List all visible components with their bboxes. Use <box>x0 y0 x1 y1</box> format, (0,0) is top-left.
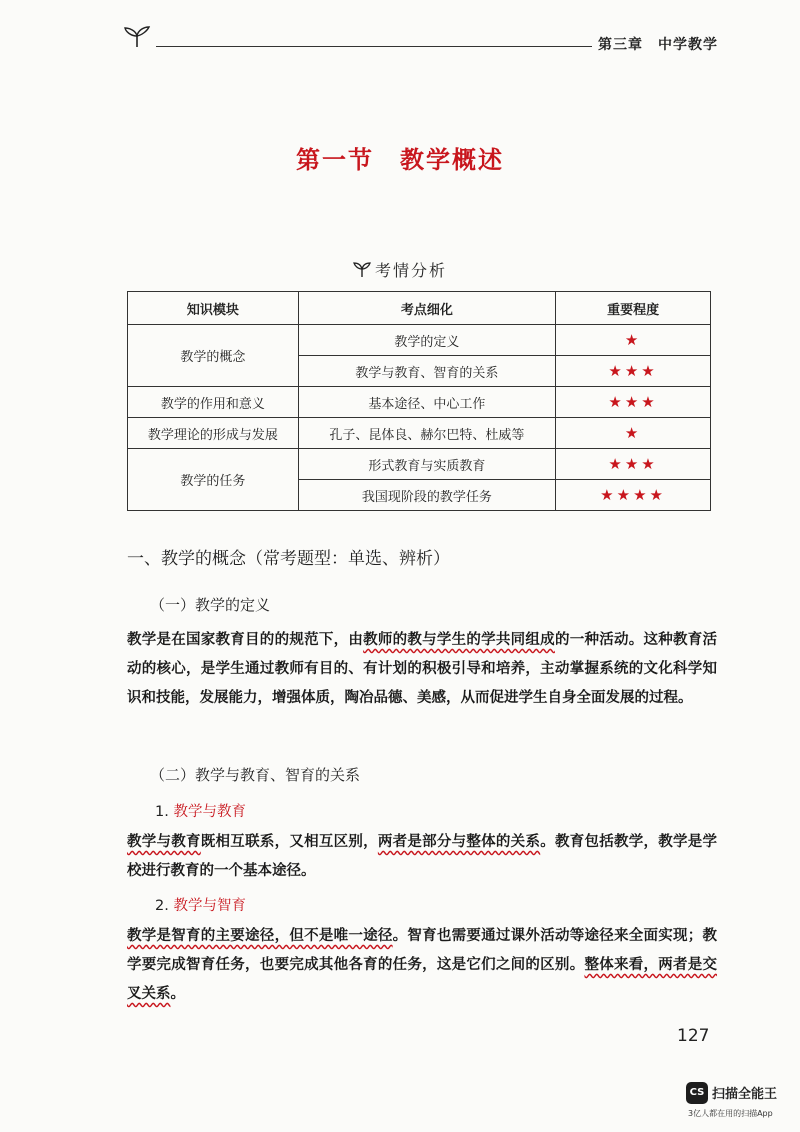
analysis-heading-text: 考情分析 <box>374 261 447 280</box>
header-rule <box>156 46 592 47</box>
importance-stars: ★★★ <box>556 449 711 480</box>
chapter-title: 第三章 中学教学 <box>598 37 718 53</box>
header-module: 知识模块 <box>128 292 299 325</box>
item-number: 1. <box>155 804 169 820</box>
subsection-heading-definition: （一）教学的定义 <box>150 596 271 614</box>
module-cell: 教学的概念 <box>128 325 299 387</box>
point-cell: 孔子、昆体良、赫尔巴特、杜威等 <box>298 418 556 449</box>
watermark-app-name: 扫描全能王 <box>712 1087 778 1102</box>
highlighted-text: 两者是部分与整体的关系 <box>377 834 541 850</box>
relation-intellectual-paragraph <box>127 922 717 1009</box>
analysis-heading <box>0 258 800 281</box>
point-cell: 形式教育与实质教育 <box>298 449 556 480</box>
camscanner-logo-icon: CS <box>686 1082 708 1104</box>
highlighted-text: 教学是智育的主要途径，但不是唯一途径 <box>127 928 393 944</box>
text-run: 既相互联系，又相互区别， <box>200 834 378 850</box>
text-run: 。 <box>170 986 185 1002</box>
importance-stars: ★ <box>556 325 711 356</box>
subsection-heading-relations: （二）教学与教育、智育的关系 <box>150 766 361 784</box>
importance-stars: ★ <box>556 418 711 449</box>
module-cell: 教学的任务 <box>128 449 299 511</box>
text-run: 。智育也需要通过课外活动等途径来全面实现；教学要完成智育任务，也要完成其他各育的任务，这是它们之间的区别。 <box>127 928 718 973</box>
importance-stars: ★★★★ <box>556 480 711 511</box>
watermark-tagline: 3亿人都在用的扫描App <box>688 1109 773 1118</box>
importance-stars: ★★★ <box>556 356 711 387</box>
point-cell: 教学的定义 <box>298 325 556 356</box>
highlighted-text: 教学与教育 <box>127 834 201 850</box>
table-row <box>128 449 711 480</box>
header-importance: 重要程度 <box>556 292 711 325</box>
table-row <box>128 325 711 356</box>
item-heading <box>155 800 246 821</box>
section-heading: 一、教学的概念（常考题型：单选、辨析） <box>127 549 450 569</box>
item-title: 教学与智育 <box>173 898 246 914</box>
section-title: 第一节 教学概述 <box>296 146 504 174</box>
importance-stars: ★★★ <box>556 387 711 418</box>
definition-text <box>127 632 717 706</box>
point-cell: 基本途径、中心工作 <box>298 387 556 418</box>
text-run: 的一种活动。这种教育活动的核心，是学生通过教师有目的、有计划的积极引导和培养，主动掌握系统的文化科学知识和技能，发展能力，增强体质，陶冶品德、美感，从而促进学生自身全面发展的过程。 <box>127 632 718 706</box>
definition-paragraph <box>127 626 717 713</box>
point-cell: 我国现阶段的教学任务 <box>298 480 556 511</box>
relation-education-paragraph <box>127 828 717 886</box>
item-number: 2. <box>155 898 169 914</box>
exam-analysis-table <box>127 291 711 511</box>
text-run: 。教育包括教学，教学是学校进行教育的一个基本途径。 <box>127 834 718 879</box>
item-title: 教学与教育 <box>173 804 246 820</box>
highlighted-text: 整体来看，两者是交叉关系 <box>127 957 718 1002</box>
table-row <box>128 387 711 418</box>
page-number: 127 <box>677 1026 710 1046</box>
module-cell: 教学理论的形成与发展 <box>128 418 299 449</box>
sprout-icon <box>120 26 154 48</box>
point-cell: 教学与教育、智育的关系 <box>298 356 556 387</box>
table-header-row <box>128 292 711 325</box>
item-heading <box>155 894 246 915</box>
text-block <box>127 928 717 1002</box>
module-cell: 教学的作用和意义 <box>128 387 299 418</box>
highlighted-text: 教师的教与学生的学共同组成 <box>363 632 555 648</box>
text-run: 教学是在国家教育目的的规范下，由 <box>127 632 364 648</box>
text-block <box>127 834 717 879</box>
table-row <box>128 418 711 449</box>
header-point: 考点细化 <box>298 292 556 325</box>
leaf-icon <box>353 262 371 278</box>
